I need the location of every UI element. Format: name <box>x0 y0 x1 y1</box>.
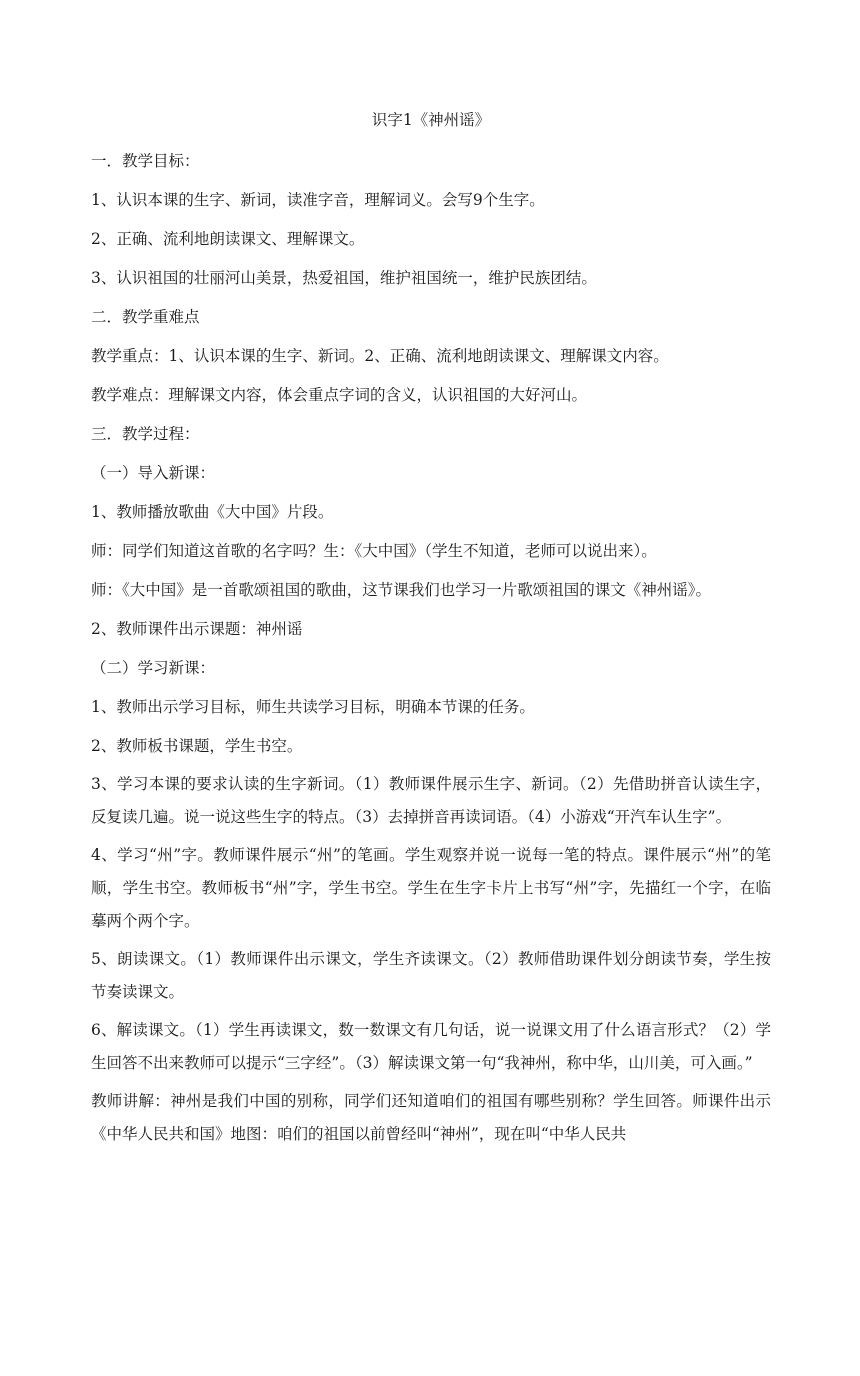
paragraph: 6、解读课文。（1）学生再读课文，数一数课文有几句话，说一说课文用了什么语言形式？（2）学生回答不出来教师可以提示“三字经”。（3）解读课文第一句“我神州，称中华，山川美，可入画。” <box>91 1021 771 1072</box>
paragraph: 2、教师板书课题，学生书空。 <box>91 737 303 755</box>
document-title: 识字1《神州谣》 <box>371 111 491 129</box>
paragraph: 1、认识本课的生字、新词，读准字音，理解词义。会写9个生字。 <box>91 191 545 209</box>
section-heading-process: 三．教学过程： <box>91 425 200 443</box>
section-heading-key-points: 二．教学重难点 <box>91 308 200 326</box>
paragraph: 教学难点：理解课文内容，体会重点字词的含义，认识祖国的大好河山。 <box>91 386 588 404</box>
paragraph: 师：《大中国》是一首歌颂祖国的歌曲，这节课我们也学习一片歌颂祖国的课文《神州谣》。 <box>91 581 712 599</box>
paragraph: 1、教师播放歌曲《大中国》片段。 <box>91 503 334 521</box>
paragraph: 1、教师出示学习目标，师生共读学习目标，明确本节课的任务。 <box>91 698 535 716</box>
paragraph: 3、学习本课的要求认读的生字新词。（1）教师课件展示生字、新词。（2）先借助拼音认读生字，反复读几遍。说一说这些生字的特点。（3）去掉拼音再读词语。（4）小游戏“开汽车认生字”。 <box>91 775 771 826</box>
paragraph: 教学重点：1、认识本课的生字、新词。2、正确、流利地朗读课文、理解课文内容。 <box>91 347 669 365</box>
paragraph: 2、教师课件出示课题：神州谣 <box>91 620 303 638</box>
paragraph: 2、正确、流利地朗读课文、理解课文。 <box>91 230 365 248</box>
section-heading-goals: 一．教学目标： <box>91 152 200 170</box>
paragraph: 4、学习“州”字。教师课件展示“州”的笔画。学生观察并说一说每一笔的特点。课件展示“州”的笔顺，学生书空。教师板书“州”字，学生书空。学生在生字卡片上书写“州”字，先描红一个字，在临摹两个两个字。 <box>91 846 771 930</box>
paragraph: 5、朗读课文。（1）教师课件出示课文，学生齐读课文。（2）教师借助课件划分朗读节奏，学生按节奏读课文。 <box>91 950 771 1001</box>
paragraph: 教师讲解：神州是我们中国的别称，同学们还知道咱们的祖国有哪些别称？学生回答。师课件出示《中华人民共和国》地图：咱们的祖国以前曾经叫“神州”，现在叫“中华人民共 <box>91 1092 771 1143</box>
paragraph: 师：同学们知道这首歌的名字吗？生：《大中国》（学生不知道，老师可以说出来）。 <box>91 542 657 560</box>
subsection-heading: （一）导入新课： <box>91 464 216 482</box>
subsection-heading: （二）学习新课： <box>91 659 216 677</box>
paragraph: 3、认识祖国的壮丽河山美景，热爱祖国，维护祖国统一，维护民族团结。 <box>91 269 597 287</box>
document-body <box>91 103 771 1156</box>
